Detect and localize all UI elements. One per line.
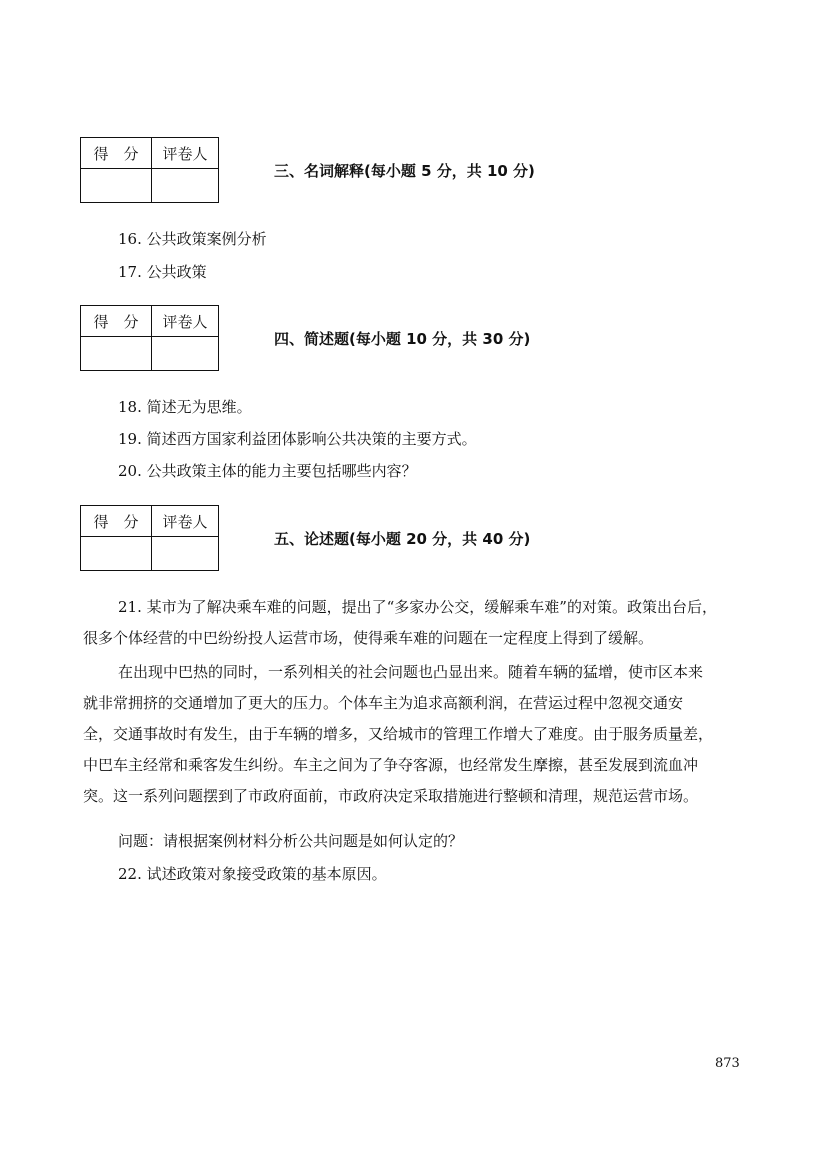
question-22: 22. 试述政策对象接受政策的基本原因。 xyxy=(118,865,387,883)
text-line: 中巴车主经常和乘客发生纠纷。车主之间为了争夺客源，也经常发生摩擦，甚至发展到流血冲 xyxy=(83,756,699,774)
grader-cell[interactable] xyxy=(152,169,219,203)
grader-header: 评卷人 xyxy=(152,306,219,337)
score-cell[interactable] xyxy=(81,169,152,203)
score-cell[interactable] xyxy=(81,537,152,571)
score-box xyxy=(80,137,219,203)
score-header: 得 分 xyxy=(81,306,152,337)
section-title: 五、论述题(每小题 20 分，共 40 分) xyxy=(274,530,531,548)
grader-header: 评卷人 xyxy=(152,138,219,169)
question-19: 19. 简述西方国家利益团体影响公共决策的主要方式。 xyxy=(118,430,477,448)
text-line: 在出现中巴热的同时，一系列相关的社会问题也凸显出来。随着车辆的猛增，使市区本来 xyxy=(118,663,704,681)
case-paragraph xyxy=(83,657,740,812)
grader-header: 评卷人 xyxy=(152,506,219,537)
text-line: 全，交通事故时有发生，由于车辆的增多，又给城市的管理工作增大了难度。由于服务质量差， xyxy=(83,725,714,743)
page-number: 873 xyxy=(715,1056,740,1071)
text-line: 就非常拥挤的交通增加了更大的压力。个体车主为追求高额利润，在营运过程中忽视交通安 xyxy=(83,694,684,712)
question-20: 20. 公共政策主体的能力主要包括哪些内容？ xyxy=(118,462,417,480)
question-17: 17. 公共政策 xyxy=(118,263,207,281)
score-cell[interactable] xyxy=(81,337,152,371)
grader-cell[interactable] xyxy=(152,537,219,571)
text-line: 突。这一系列问题摆到了市政府面前，市政府决定采取措施进行整顿和清理，规范运营市场。 xyxy=(83,787,699,805)
section-title: 三、名词解释(每小题 5 分，共 10 分) xyxy=(274,162,535,180)
section-title: 四、简述题(每小题 10 分，共 30 分) xyxy=(274,330,531,348)
text-line: 很多个体经营的中巴纷纷投人运营市场，使得乘车难的问题在一定程度上得到了缓解。 xyxy=(83,629,654,647)
grader-cell[interactable] xyxy=(152,337,219,371)
score-box xyxy=(80,305,219,371)
question-18: 18. 简述无为思维。 xyxy=(118,398,252,416)
question-16: 16. 公共政策案例分析 xyxy=(118,230,267,248)
text-line: 21. 某市为了解决乘车难的问题，提出了“多家办公交，缓解乘车难”的对策。政策出台后， xyxy=(118,598,717,616)
score-box xyxy=(80,505,219,571)
question-prompt: 问题：请根据案例材料分析公共问题是如何认定的？ xyxy=(118,832,464,850)
score-header: 得 分 xyxy=(81,138,152,169)
question-21-paragraph xyxy=(83,592,740,654)
score-header: 得 分 xyxy=(81,506,152,537)
